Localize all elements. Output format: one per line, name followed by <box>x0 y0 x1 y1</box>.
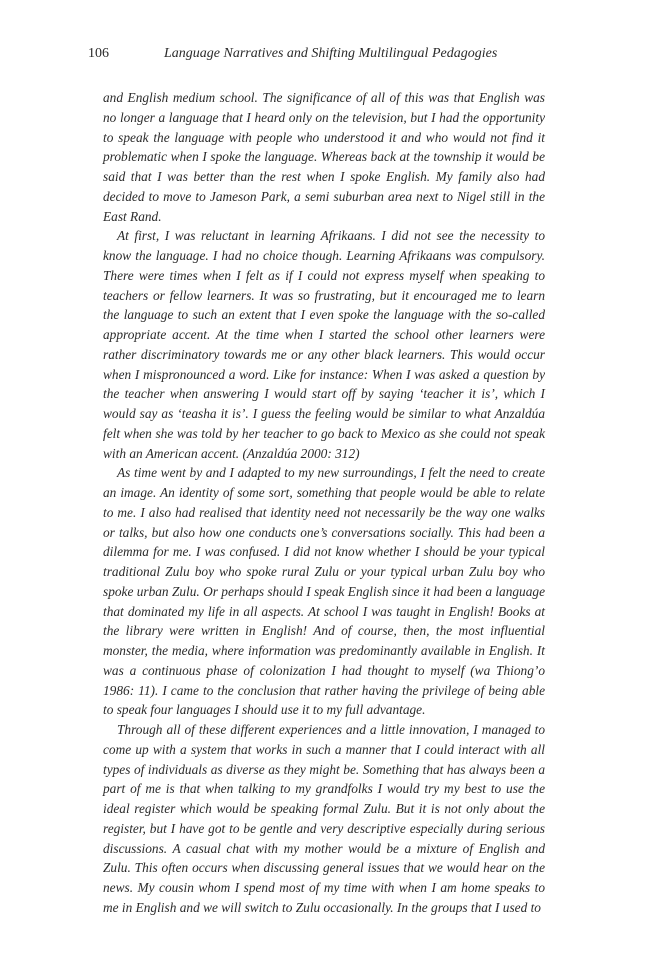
running-header <box>88 44 548 64</box>
page-number: 106 <box>88 46 109 61</box>
paragraph: Through all of these different experiences and a little innovation, I managed to come up with a system that works in such a manner that I could interact with all types of individuals as diverse as they might be. Something that has always been a part of me is that when talking to my grandfolks I would try my best to use the ideal register which would be speaking formal Zulu. But it is not only about the register, but I have got to be gentle and very descriptive especially during serious discussions. A casual chat with my mother would be a mixture of English and Zulu. This often occurs when discussing general issues that we would hear on the news. My cousin whom I spend most of my time with when I am home speaks to me in English and we will switch to Zulu occasionally. In the groups that I used to <box>103 722 545 915</box>
body-text <box>103 88 545 918</box>
paragraph: As time went by and I adapted to my new surroundings, I felt the need to create an image. An identity of some sort, something that people would be able to relate to me. I also had realised that identity need not necessarily be the way one walks or talks, but also how one conducts one’s conversations socially. This had been a dilemma for me. I was confused. I did not know whether I should be your typical traditional Zulu boy who spoke rural Zulu or your typical urban Zulu boy who spoke urban Zulu. Or perhaps should I speak English since it had been a language that dominated my life in all aspects. At school I was taught in English! Books at the library were written in English! And of course, then, the most influential monster, the media, where information was predominantly available in English. It was a continuous phase of colonization I had thought to myself (wa Thiong’o 1986: 11). I came to the conclusion that rather having the privilege of being able to speak four languages I should use it to my full advantage. <box>103 465 545 718</box>
paragraph: At first, I was reluctant in learning Afrikaans. I did not see the necessity to know the language. I had no choice though. Learning Afrikaans was compulsory. There were times when I felt as if I could not express myself when speaking to teachers or fellow learners. It was so frustrating, but it encouraged me to learn the language to such an extent that I even spoke the language with the so-called appropriate accent. At the time when I started the school other learners were rather discriminatory towards me or any other black learners. This would occur when I mispronounced a word. Like for instance: When I was asked a question by the teacher when answering I would start off by saying ‘teacher it is’, which I would say as ‘teasha it is’. I guess the feeling would be similar to what Anzaldúa felt when she was told by her teacher to go back to Mexico as she could not speak with an American accent. (Anzaldúa 2000: 312) <box>103 228 545 461</box>
paragraph: and English medium school. The significance of all of this was that English was no longer a language that I heard only on the television, but I had the opportunity to speak the language with people who understood it and who would not find it problematic when I spoke the language. Whereas back at the township it would be said that I was better than the rest when I spoke English. My family also had decided to move to Jameson Park, a semi suburban area next to Nigel still in the East Rand. <box>103 90 545 224</box>
running-header-title: Language Narratives and Shifting Multilingual Pedagogies <box>164 46 498 61</box>
